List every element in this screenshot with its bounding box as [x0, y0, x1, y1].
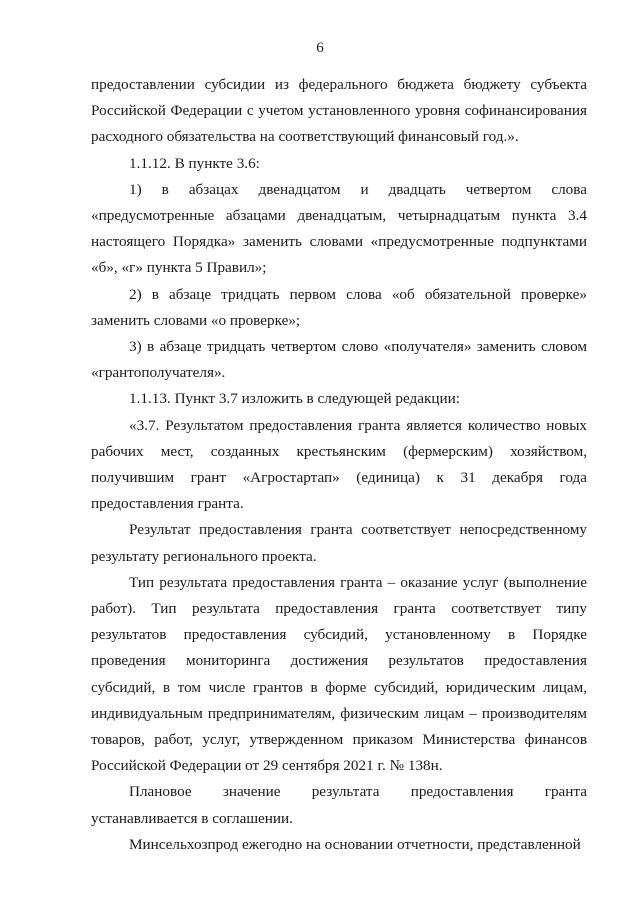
paragraph-continuation: предоставлении субсидии из федерального бюджета бюджету субъекта Российской Федерации с учетом установленного уровня софинансирования расходного обязательства на соответствующий финансовый год.».: [91, 76, 587, 146]
paragraph-subitem-2: 2) в абзаце тридцать первом слова «об обязательной проверке» заменить словами «о проверке»;: [91, 285, 587, 329]
paragraph-annual-report: Минсельхозпрод ежегодно на основании отчетности, представленной: [129, 835, 581, 853]
paragraph-clause-3-7: «3.7. Результатом предоставления гранта является количество новых рабочих мест, созданных крестьянским (фермерским) хозяйством, получившим грант «Агростартап» (единица) к 31 декабря года предоставления гранта.: [91, 416, 587, 513]
paragraph-result-correspondence: Результат предоставления гранта соответствует непосредственному результату регионального проекта.: [91, 521, 587, 565]
paragraph-subitem-3: 3) в абзаце тридцать четвертом слово «получателя» заменить словом «грантополучателя».: [91, 338, 587, 382]
document-body: [91, 72, 587, 858]
paragraph-result-type: Тип результата предоставления гранта – оказание услуг (выполнение работ). Тип результата предоставления гранта соответствует типу результатов предоставления субсидий, установленному в Порядке проведения мониторинга достижения результатов предоставления субсидий, в том числе грантов в форме субсидий, юридическим лицам, индивидуальным предпринимателям, физическим лицам – производителям товаров, работ, услуг, утвержденном приказом Министерства финансов Российской Федерации от 29 сентября 2021 г. № 138н.: [91, 573, 587, 775]
paragraph-clause-1-1-13: 1.1.13. Пункт 3.7 изложить в следующей редакции:: [129, 390, 460, 408]
paragraph-planned-value: Плановое значение результата предоставления гранта устанавливается в соглашении.: [91, 783, 587, 827]
paragraph-subitem-1: 1) в абзацах двенадцатом и двадцать четвертом слова «предусмотренные абзацами двенадцатым, четырнадцатым пункта 3.4 настоящего Порядка» заменить словами «предусмотренные подпунктами «б», «г» пункта 5 Правил»;: [91, 180, 587, 277]
paragraph-clause-1-1-12: 1.1.12. В пункте 3.6:: [129, 154, 260, 172]
page-number: 6: [316, 40, 324, 56]
